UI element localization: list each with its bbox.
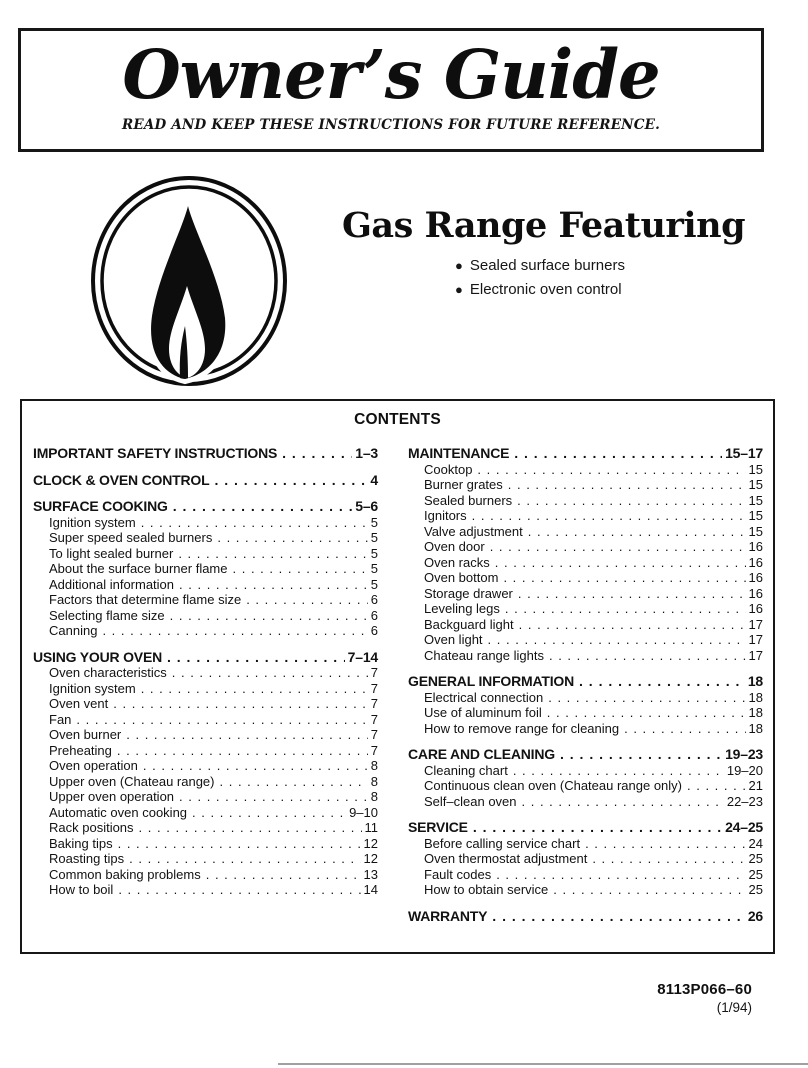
toc-page-number: 19–23 bbox=[725, 746, 763, 762]
toc-entry-label: About the surface burner flame bbox=[49, 561, 228, 576]
toc-page-number: 4 bbox=[370, 471, 378, 488]
toc-entry bbox=[408, 539, 763, 555]
toc-entry-label: Ignitors bbox=[424, 508, 467, 523]
dot-leader bbox=[508, 477, 746, 493]
toc-entry bbox=[33, 882, 378, 898]
toc-section bbox=[408, 908, 763, 925]
dot-leader bbox=[206, 867, 361, 883]
toc-entry bbox=[33, 820, 378, 836]
toc-entry bbox=[33, 805, 378, 821]
dot-leader bbox=[143, 758, 368, 774]
toc-entry bbox=[33, 758, 378, 774]
toc-entry bbox=[33, 836, 378, 852]
dot-leader bbox=[246, 592, 368, 608]
toc-page-number: 15–17 bbox=[725, 445, 763, 461]
toc-entry bbox=[33, 530, 378, 546]
dot-leader bbox=[477, 462, 745, 478]
dot-leader bbox=[492, 908, 745, 925]
toc-entry bbox=[33, 727, 378, 743]
toc-page-number: 12 bbox=[363, 835, 378, 851]
toc-entry bbox=[408, 477, 763, 493]
dot-leader bbox=[141, 515, 368, 531]
toc-entry bbox=[408, 690, 763, 706]
title-box bbox=[18, 28, 764, 152]
dot-leader bbox=[102, 623, 367, 639]
toc-entry bbox=[33, 577, 378, 593]
toc-entry-label: Chateau range lights bbox=[424, 647, 544, 663]
toc-section bbox=[408, 445, 763, 663]
toc-entry bbox=[33, 592, 378, 608]
toc-entry-label: Upper oven (Chateau range) bbox=[49, 773, 215, 789]
toc-page-number: 5–6 bbox=[355, 498, 378, 514]
dot-leader bbox=[118, 836, 361, 852]
toc-entry-label: Selecting flame size bbox=[49, 607, 165, 623]
toc-page-number: 21 bbox=[748, 778, 763, 793]
dot-leader bbox=[519, 617, 746, 633]
toc-page-number: 9–10 bbox=[349, 804, 378, 820]
dot-leader bbox=[217, 530, 367, 546]
toc-entry bbox=[408, 570, 763, 586]
toc-page-number: 22–23 bbox=[726, 793, 763, 809]
dot-leader bbox=[172, 665, 368, 681]
dot-leader bbox=[505, 601, 746, 617]
toc-section bbox=[33, 649, 378, 898]
dot-leader bbox=[282, 445, 352, 462]
toc-entry bbox=[33, 561, 378, 577]
toc-page-number: 15 bbox=[748, 508, 763, 523]
toc-entry-label: Before calling service chart bbox=[424, 835, 581, 851]
dot-leader bbox=[513, 763, 724, 779]
toc-section-header bbox=[408, 746, 763, 763]
toc-entry bbox=[408, 586, 763, 602]
toc-entry-label: SERVICE bbox=[408, 819, 468, 835]
toc-page-number: 15 bbox=[748, 523, 763, 539]
toc-entry bbox=[408, 721, 763, 737]
toc-entry bbox=[408, 851, 763, 867]
guide-title: Owner’s Guide bbox=[122, 35, 660, 114]
toc-entry-label: Oven thermostat adjustment bbox=[424, 851, 588, 866]
toc-section bbox=[33, 472, 378, 489]
toc-page-number: 17 bbox=[748, 616, 763, 632]
toc-page-number: 16 bbox=[748, 539, 763, 554]
toc-entry bbox=[33, 665, 378, 681]
dot-leader bbox=[553, 882, 745, 898]
dot-leader bbox=[167, 649, 345, 666]
toc-page-number: 7 bbox=[370, 665, 378, 680]
toc-section-header bbox=[408, 908, 763, 925]
toc-entry-label: Fan bbox=[49, 711, 72, 727]
toc-entry bbox=[33, 743, 378, 759]
toc-entry bbox=[33, 515, 378, 531]
toc-page-number: 7 bbox=[370, 727, 378, 742]
dot-leader bbox=[624, 721, 745, 737]
toc-entry-label: Burner grates bbox=[424, 477, 503, 492]
toc-entry-label: Oven bottom bbox=[424, 570, 499, 585]
toc-entry-label: Common baking problems bbox=[49, 866, 201, 882]
toc-page-number: 5 bbox=[370, 576, 378, 592]
toc-entry-label: Oven racks bbox=[424, 554, 490, 570]
bullet-icon: ● bbox=[455, 282, 463, 297]
toc-page-number: 5 bbox=[370, 514, 378, 530]
dot-leader bbox=[179, 577, 368, 593]
toc-page-number: 18 bbox=[748, 705, 763, 720]
toc-page-number: 25 bbox=[748, 851, 763, 866]
toc-page-number: 16 bbox=[748, 554, 763, 570]
toc-entry-label: Baking tips bbox=[49, 835, 113, 851]
dot-leader bbox=[592, 851, 745, 867]
toc-entry-label: Valve adjustment bbox=[424, 523, 523, 539]
dot-leader bbox=[560, 746, 722, 763]
toc-entry bbox=[33, 696, 378, 712]
dot-leader bbox=[214, 472, 367, 489]
toc-entry bbox=[33, 774, 378, 790]
toc-entry-label: Ignition system bbox=[49, 514, 136, 530]
toc-entry bbox=[408, 462, 763, 478]
toc-entry-label: Roasting tips bbox=[49, 851, 125, 866]
dot-leader bbox=[548, 690, 745, 706]
toc-page-number: 17 bbox=[748, 632, 763, 647]
toc-page-number: 7 bbox=[370, 680, 378, 696]
toc-entry-label: GENERAL INFORMATION bbox=[408, 673, 575, 689]
dot-leader bbox=[472, 508, 746, 524]
dot-leader bbox=[503, 570, 745, 586]
toc-entry bbox=[408, 493, 763, 509]
toc-entry-label: Rack positions bbox=[49, 820, 134, 835]
toc-entry-label: How to remove range for cleaning bbox=[424, 720, 620, 736]
dot-leader bbox=[549, 648, 746, 664]
toc-entry bbox=[408, 705, 763, 721]
feature-item-label: Electronic oven control bbox=[469, 281, 622, 298]
toc-entry bbox=[408, 778, 763, 794]
toc-entry bbox=[33, 681, 378, 697]
dot-leader bbox=[220, 774, 368, 790]
toc-page-number: 6 bbox=[370, 623, 378, 638]
contents-column-left bbox=[33, 445, 378, 924]
feature-item bbox=[455, 254, 625, 278]
toc-section bbox=[408, 819, 763, 898]
dot-leader bbox=[126, 727, 368, 743]
toc-section bbox=[408, 673, 763, 736]
toc-page-number: 7–14 bbox=[347, 648, 378, 665]
toc-entry-label: Ignition system bbox=[49, 680, 136, 696]
toc-page-number: 18 bbox=[747, 673, 763, 689]
toc-entry-label: Use of aluminum foil bbox=[424, 705, 542, 720]
dot-leader bbox=[473, 819, 722, 836]
dot-leader bbox=[118, 882, 360, 898]
dot-leader bbox=[117, 743, 368, 759]
toc-entry-label: MAINTENANCE bbox=[408, 445, 510, 461]
gas-range-heading: Gas Range Featuring bbox=[342, 205, 746, 246]
toc-entry bbox=[408, 882, 763, 898]
toc-entry-label: Cooktop bbox=[424, 461, 473, 477]
toc-entry bbox=[408, 632, 763, 648]
dot-leader bbox=[579, 673, 745, 690]
dot-leader bbox=[490, 539, 746, 555]
toc-page-number: 17 bbox=[748, 647, 763, 663]
toc-page-number: 14 bbox=[363, 882, 378, 897]
bullet-icon: ● bbox=[455, 258, 463, 273]
toc-entry bbox=[408, 763, 763, 779]
dot-leader bbox=[76, 712, 367, 728]
dot-leader bbox=[517, 493, 745, 509]
toc-entry-label: Backguard light bbox=[424, 616, 514, 632]
toc-page-number: 8 bbox=[370, 789, 378, 804]
toc-entry-label: Continuous clean oven (Chateau range only) bbox=[424, 778, 683, 793]
toc-entry-label: Preheating bbox=[49, 742, 112, 758]
contents-columns bbox=[33, 445, 773, 924]
toc-page-number: 1–3 bbox=[355, 445, 378, 461]
toc-page-number: 8 bbox=[370, 758, 378, 773]
date-code: (1/94) bbox=[716, 1000, 752, 1015]
toc-section-header bbox=[33, 649, 378, 666]
toc-page-number: 5 bbox=[370, 530, 378, 545]
dot-leader bbox=[141, 681, 368, 697]
toc-entry-label: Additional information bbox=[49, 576, 175, 592]
dot-leader bbox=[547, 705, 746, 721]
dot-leader bbox=[170, 608, 368, 624]
toc-page-number: 5 bbox=[370, 545, 378, 561]
gas-flame-logo-icon bbox=[88, 174, 290, 390]
toc-entry bbox=[408, 794, 763, 810]
toc-page-number: 18 bbox=[748, 689, 763, 705]
toc-section-header bbox=[408, 673, 763, 690]
toc-entry bbox=[408, 601, 763, 617]
toc-entry bbox=[33, 608, 378, 624]
toc-entry-label: Upper oven operation bbox=[49, 789, 175, 804]
toc-page-number: 16 bbox=[748, 570, 763, 585]
toc-section-header bbox=[408, 445, 763, 462]
dot-leader bbox=[192, 805, 346, 821]
toc-entry-label: Oven vent bbox=[49, 696, 109, 711]
toc-entry-label: How to boil bbox=[49, 882, 114, 897]
dot-leader bbox=[233, 561, 368, 577]
toc-entry-label: Leveling legs bbox=[424, 601, 500, 616]
toc-entry bbox=[408, 617, 763, 633]
toc-entry-label: Oven burner bbox=[49, 727, 122, 742]
toc-entry-label: Oven light bbox=[424, 632, 483, 647]
toc-section-header bbox=[33, 498, 378, 515]
toc-section bbox=[33, 445, 378, 462]
toc-section-header bbox=[33, 472, 378, 489]
toc-entry-label: How to obtain service bbox=[424, 882, 549, 897]
dot-leader bbox=[496, 867, 745, 883]
toc-page-number: 15 bbox=[748, 461, 763, 477]
dot-leader bbox=[179, 789, 368, 805]
toc-entry bbox=[33, 623, 378, 639]
toc-page-number: 5 bbox=[370, 561, 378, 576]
toc-entry-label: Fault codes bbox=[424, 866, 492, 882]
toc-entry-label: Electrical connection bbox=[424, 689, 544, 705]
toc-entry-label: CARE AND CLEANING bbox=[408, 746, 555, 762]
part-number: 8113P066–60 bbox=[657, 981, 752, 998]
toc-entry-label: WARRANTY bbox=[408, 907, 488, 924]
toc-page-number: 7 bbox=[370, 696, 378, 711]
toc-page-number: 15 bbox=[748, 477, 763, 492]
toc-entry-label: Storage drawer bbox=[424, 585, 513, 601]
toc-section-header bbox=[408, 819, 763, 836]
dot-leader bbox=[495, 555, 746, 571]
dot-leader bbox=[139, 820, 362, 836]
toc-entry-label: IMPORTANT SAFETY INSTRUCTIONS bbox=[33, 445, 278, 461]
toc-page-number: 11 bbox=[364, 820, 378, 835]
toc-page-number: 25 bbox=[748, 866, 763, 882]
toc-page-number: 16 bbox=[748, 585, 763, 601]
toc-entry bbox=[408, 524, 763, 540]
toc-entry-label: Oven operation bbox=[49, 758, 138, 773]
toc-entry bbox=[408, 867, 763, 883]
toc-page-number: 6 bbox=[370, 592, 378, 607]
toc-entry-label: Sealed burners bbox=[424, 492, 513, 508]
toc-entry-label: Cleaning chart bbox=[424, 762, 508, 778]
toc-page-number: 16 bbox=[748, 601, 763, 616]
dot-leader bbox=[518, 586, 746, 602]
toc-entry bbox=[408, 555, 763, 571]
dot-leader bbox=[528, 524, 746, 540]
toc-entry bbox=[33, 712, 378, 728]
toc-entry-label: Self–clean oven bbox=[424, 793, 517, 809]
toc-page-number: 7 bbox=[370, 742, 378, 758]
toc-section-header bbox=[33, 445, 378, 462]
toc-entry-label: Factors that determine flame size bbox=[49, 592, 242, 607]
toc-page-number: 6 bbox=[370, 607, 378, 623]
toc-page-number: 26 bbox=[747, 907, 763, 924]
dot-leader bbox=[178, 546, 367, 562]
toc-entry bbox=[408, 836, 763, 852]
dot-leader bbox=[488, 632, 746, 648]
dot-leader bbox=[585, 836, 745, 852]
toc-entry bbox=[33, 789, 378, 805]
toc-page-number: 18 bbox=[748, 720, 763, 736]
toc-entry-label: Canning bbox=[49, 623, 98, 638]
toc-section bbox=[33, 498, 378, 639]
toc-entry-label: To light sealed burner bbox=[49, 545, 174, 561]
toc-page-number: 7 bbox=[370, 711, 378, 727]
dot-leader bbox=[173, 498, 353, 515]
toc-entry-label: Oven characteristics bbox=[49, 665, 167, 680]
footer bbox=[657, 981, 752, 1015]
toc-entry-label: SURFACE COOKING bbox=[33, 498, 168, 514]
feature-list bbox=[455, 254, 625, 302]
feature-item-label: Sealed surface burners bbox=[469, 257, 625, 274]
dot-leader bbox=[514, 445, 722, 462]
contents-title: CONTENTS bbox=[354, 411, 441, 428]
dot-leader bbox=[522, 794, 724, 810]
contents-column-right bbox=[408, 445, 763, 924]
toc-page-number: 24 bbox=[748, 835, 763, 851]
toc-page-number: 19–20 bbox=[726, 762, 763, 778]
toc-page-number: 15 bbox=[748, 492, 763, 508]
dot-leader bbox=[129, 851, 360, 867]
toc-entry bbox=[33, 546, 378, 562]
toc-page-number: 12 bbox=[363, 851, 378, 866]
toc-entry-label: USING YOUR OVEN bbox=[33, 648, 162, 665]
dot-leader bbox=[113, 696, 368, 712]
toc-entry bbox=[33, 851, 378, 867]
toc-page-number: 24–25 bbox=[725, 819, 763, 835]
toc-entry-label: Automatic oven cooking bbox=[49, 804, 188, 820]
toc-page-number: 25 bbox=[748, 882, 763, 897]
toc-page-number: 13 bbox=[363, 866, 378, 882]
toc-entry bbox=[33, 867, 378, 883]
toc-entry-label: CLOCK & OVEN CONTROL bbox=[33, 471, 210, 488]
toc-entry bbox=[408, 648, 763, 664]
toc-page-number: 8 bbox=[370, 773, 378, 789]
dot-leader bbox=[687, 778, 746, 794]
toc-entry-label: Super speed sealed burners bbox=[49, 530, 213, 545]
guide-subtitle: READ AND KEEP THESE INSTRUCTIONS FOR FUTURE REFERENCE. bbox=[121, 117, 661, 133]
toc-entry bbox=[408, 508, 763, 524]
toc-section bbox=[408, 746, 763, 809]
contents-box bbox=[20, 399, 775, 954]
feature-item bbox=[455, 278, 625, 302]
page-bottom-rule bbox=[278, 1063, 808, 1065]
toc-entry-label: Oven door bbox=[424, 539, 485, 554]
